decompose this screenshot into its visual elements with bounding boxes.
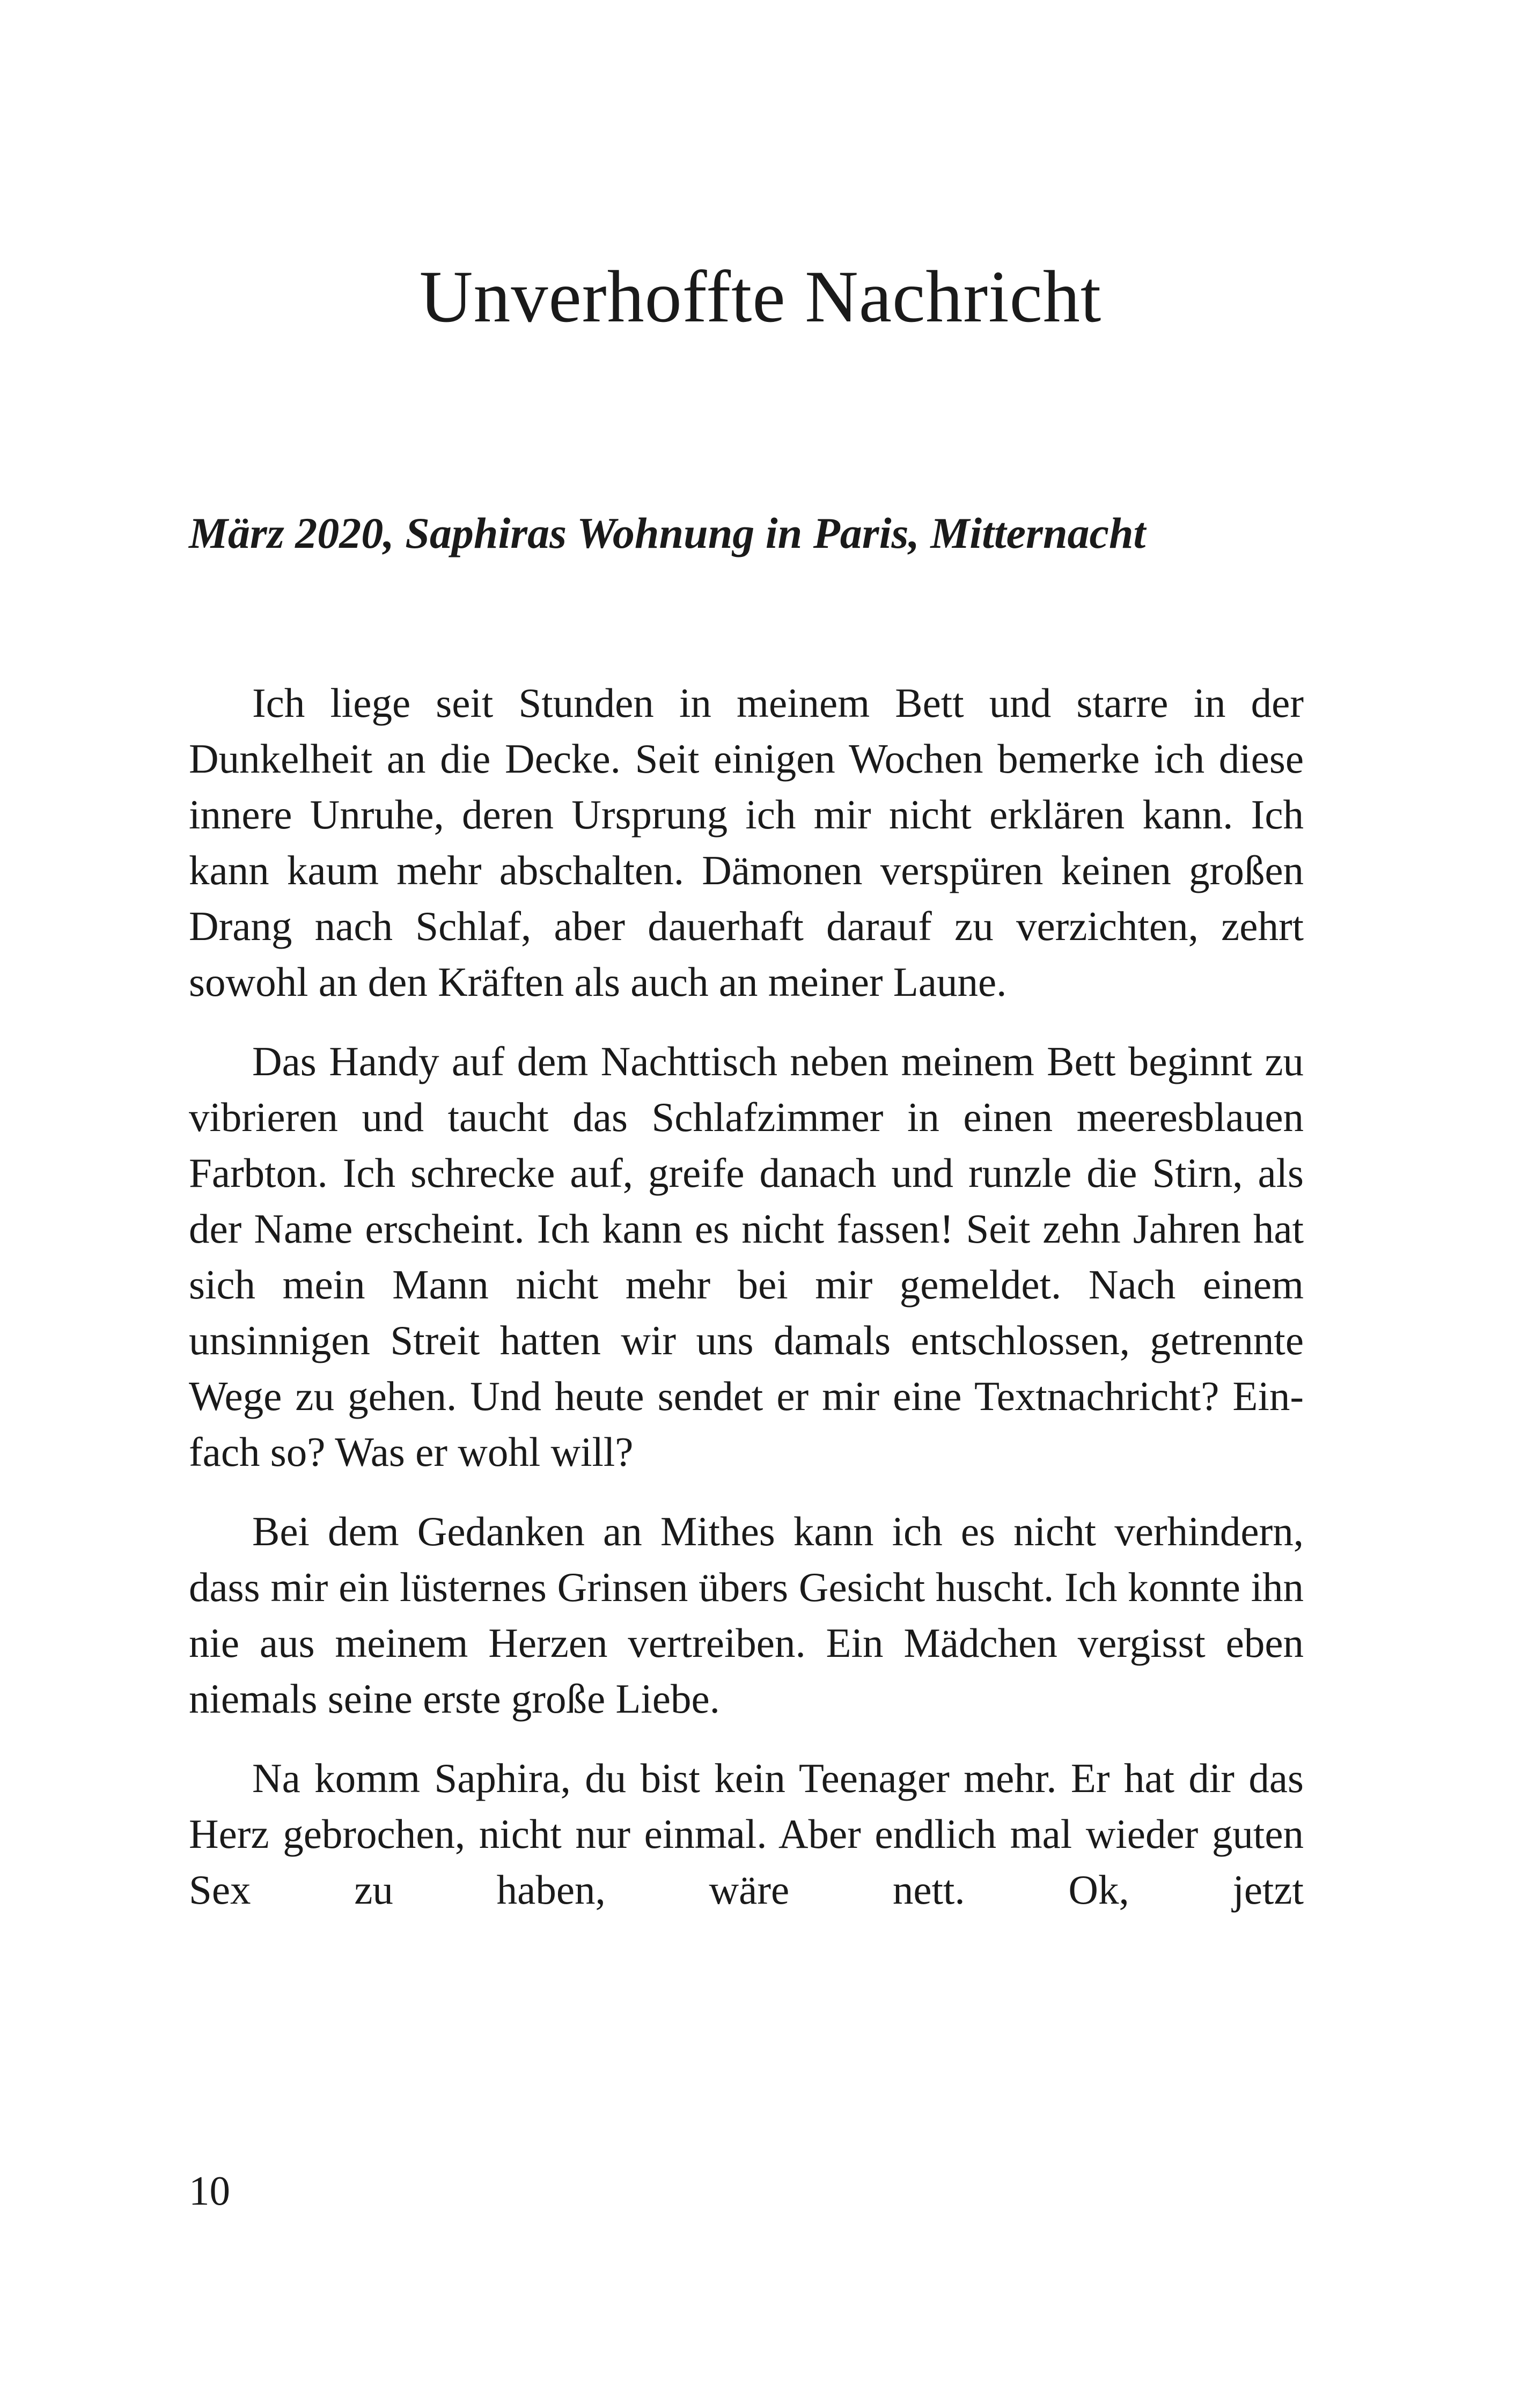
paragraph: Das Handy auf dem Nachttisch neben meinem Bett beginnt zu vibrieren und taucht das Schlafzimmer in einen meeresblauen Farbton. Ich schrecke auf, greife danach und runzle die Stirn, als der Name erscheint. Ich kann es nicht fassen! Seit zehn Jahren hat sich mein Mann nicht mehr bei mir gemeldet. Nach einem unsinnigen Streit hatten wir uns damals entschlossen, getrennte Wege zu gehen. Und heute sendet er mir eine Textnachricht? Einfach so? Was er wohl will? <box>189 1038 1304 1475</box>
page-number: 10 <box>189 2168 230 2214</box>
paragraph: Ich liege seit Stunden in meinem Bett und starre in der Dunkelheit an die Decke. Seit einigen Wochen bemerke ich diese innere Unruhe, deren Ursprung ich mir nicht erklären kann. Ich kann kaum mehr abschalten. Dämonen verspüren keinen großen Drang nach Schlaf, aber dauerhaft darauf zu verzichten, zehrt sowohl an den Kräften als auch an meiner Laune. <box>189 680 1304 1005</box>
body-text <box>189 675 1304 1941</box>
scene-heading: März 2020, Saphiras Wohnung in Paris, Mitternacht <box>189 509 1146 557</box>
chapter-title: Unverhoffte Nachricht <box>419 255 1102 337</box>
paragraph: Bei dem Gedanken an Mithes kann ich es nicht verhindern, dass mir ein lüsternes Grinsen übers Gesicht huscht. Ich konnte ihn nie aus meinem Herzen vertreiben. Ein Mädchen vergisst eben niemals seine erste große Liebe. <box>189 1508 1304 1722</box>
paragraph: Na komm Saphira, du bist kein Teenager mehr. Er hat dir das Herz gebrochen, nicht nur einmal. Aber endlich mal wieder guten Sex zu haben, wäre nett. Ok, jetzt <box>189 1755 1304 1913</box>
